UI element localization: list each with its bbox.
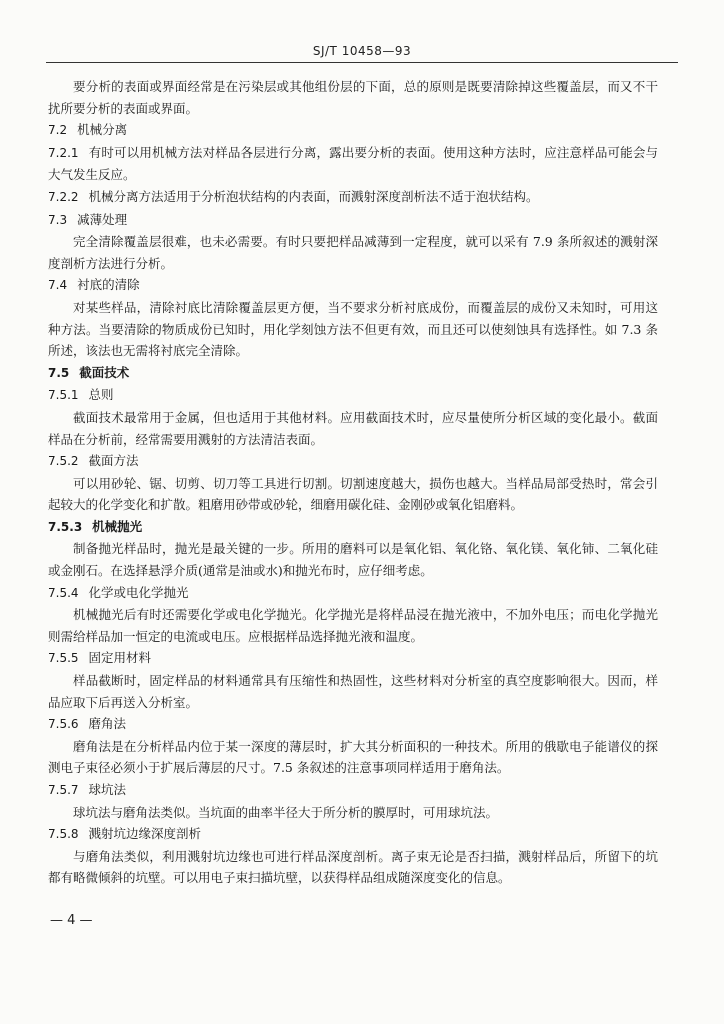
clause-text: 有时可以用机械方法对样品各层进行分离，露出要分析的表面。使用这种方法时，应注意样品可能会与大气发生反应。 [48, 144, 658, 183]
paragraph-intro: 要分析的表面或界面经常是在污染层或其他组份层的下面，总的原则是既要清除掉这些覆盖层，而又不干扰所要分析的表面或界面。 [48, 79, 658, 116]
paragraph-7-5-2: 可以用砂轮、锯、切剪、切刀等工具进行切割。切割速度越大，损伤也越大。当样品局部受热时，常会引起较大的化学变化和扩散。粗磨用砂带或砂轮，细磨用碳化硅、金刚砂或氧化铝磨料。 [48, 475, 658, 513]
header-rule [46, 62, 678, 63]
section-number: 7.3 [48, 212, 68, 227]
heading-7-2 [48, 119, 658, 142]
paragraph-7-5-8: 与磨角法类似，利用溅射坑边缘也可进行样品深度剖析。离子束无论是否扫描，溅射样品后，所留下的坑都有略微倾斜的坑壁。可以用电子束扫描坑壁，以获得样品组成随深度变化的信息。 [48, 848, 658, 886]
section-title: 球坑法 [88, 782, 127, 797]
page-number: — 4 — [50, 913, 93, 928]
section-number: 7.2.2 [48, 189, 79, 204]
section-number: 7.5.6 [48, 717, 79, 732]
heading-7-5-6 [48, 713, 658, 736]
section-number: 7.5.4 [48, 585, 79, 600]
paragraph-7-3: 完全清除覆盖层很难，也未必需要。有时只要把样品减薄到一定程度，就可以采有 7.9 条所叙述的溅射深度剖析方法进行分析。 [48, 234, 658, 271]
heading-7-5-2 [48, 450, 658, 473]
paragraph-7-5-4: 机械抛光后有时还需要化学或电化学抛光。化学抛光是将样品浸在抛光液中，不加外电压；而电化学抛光则需给样品加一恒定的电流或电压。应根据样品选择抛光液和温度。 [48, 607, 658, 644]
section-title: 溅射坑边缘深度剖析 [88, 826, 202, 842]
section-number: 7.5.8 [48, 827, 79, 842]
section-number: 7.5.5 [48, 651, 79, 666]
heading-7-5-8 [48, 823, 658, 846]
section-title: 化学或电化学抛光 [88, 584, 189, 600]
document-number: SJ/T 10458—93 [312, 44, 412, 58]
section-number: 7.5.1 [48, 388, 79, 403]
heading-7-5-4 [48, 582, 658, 605]
clause-text: 机械分离方法适用于分析泡状结构的内表面，而溅射深度剖析法不适于泡状结构。 [88, 188, 539, 204]
paragraph-7-5-7: 球坑法与磨角法类似。当坑面的曲率半径大于所分析的膜厚时，可用球坑法。 [73, 804, 499, 820]
section-title: 总则 [88, 387, 114, 403]
section-number: 7.4 [48, 278, 68, 293]
paragraph-7-5-6: 磨角法是在分析样品内位于某一深度的薄层时，扩大其分析面积的一种技术。所用的俄歇电子能谱仪的探测电子束径必须小于扩展后薄层的尺寸。7.5 条叙述的注意事项同样适用于磨角法。 [48, 738, 658, 776]
section-title: 截面技术 [79, 364, 130, 380]
heading-7-5-7 [48, 779, 658, 802]
section-number: 7.2.1 [48, 145, 79, 160]
section-title: 机械分离 [77, 122, 128, 138]
section-title: 磨角法 [88, 716, 127, 732]
paragraph-7-4: 对某些样品，清除衬底比清除覆盖层更方便，当不要求分析衬底成份，而覆盖层的成份又未知时，可用这种方法。当要清除的物质成份已知时，用化学刻蚀方法不但更有效，而且还可以使刻蚀具有选择性。如 7.3 条所述，该法也无需将衬底完全清除。 [48, 299, 658, 359]
section-number: 7.2 [48, 123, 68, 138]
section-title: 衬底的清除 [77, 277, 140, 293]
section-title: 截面方法 [88, 453, 139, 469]
section-title: 减薄处理 [77, 211, 128, 227]
section-title: 固定用材料 [88, 650, 152, 666]
heading-7-5-1 [48, 384, 658, 407]
paragraph-7-5-1: 截面技术最常用于金属，但也适用于其他材料。应用截面技术时，应尽量使所分析区域的变化最小。截面样品在分析前，经常需要用溅射的方法清洁表面。 [48, 409, 658, 447]
heading-7-3 [48, 209, 658, 232]
paragraph-7-5-3: 制备抛光样品时，抛光是最关键的一步。所用的磨料可以是氧化铝、氧化铬、氧化镁、氧化铈、二氧化硅或金刚石。在选择悬浮介质(通常是油或水)和抛光布时，应仔细考虑。 [48, 541, 658, 579]
clause-7-2-2 [48, 186, 658, 209]
section-number: 7.5.7 [48, 783, 79, 797]
heading-7-5-3 [48, 516, 658, 539]
section-number: 7.5.2 [48, 454, 79, 469]
heading-7-5-5 [48, 647, 658, 670]
paragraph-7-5-5: 样品截断时，固定样品的材料通常具有压缩性和热固性，这些材料对分析室的真空度影响很大。因而，样品应取下后再送入分析室。 [48, 673, 658, 710]
heading-7-5 [48, 362, 658, 385]
document-body [48, 76, 658, 889]
heading-7-4 [48, 274, 658, 297]
clause-7-2-1 [48, 142, 658, 186]
section-title: 机械抛光 [92, 518, 143, 534]
section-number: 7.5.3 [48, 519, 83, 534]
section-number: 7.5 [48, 365, 70, 380]
